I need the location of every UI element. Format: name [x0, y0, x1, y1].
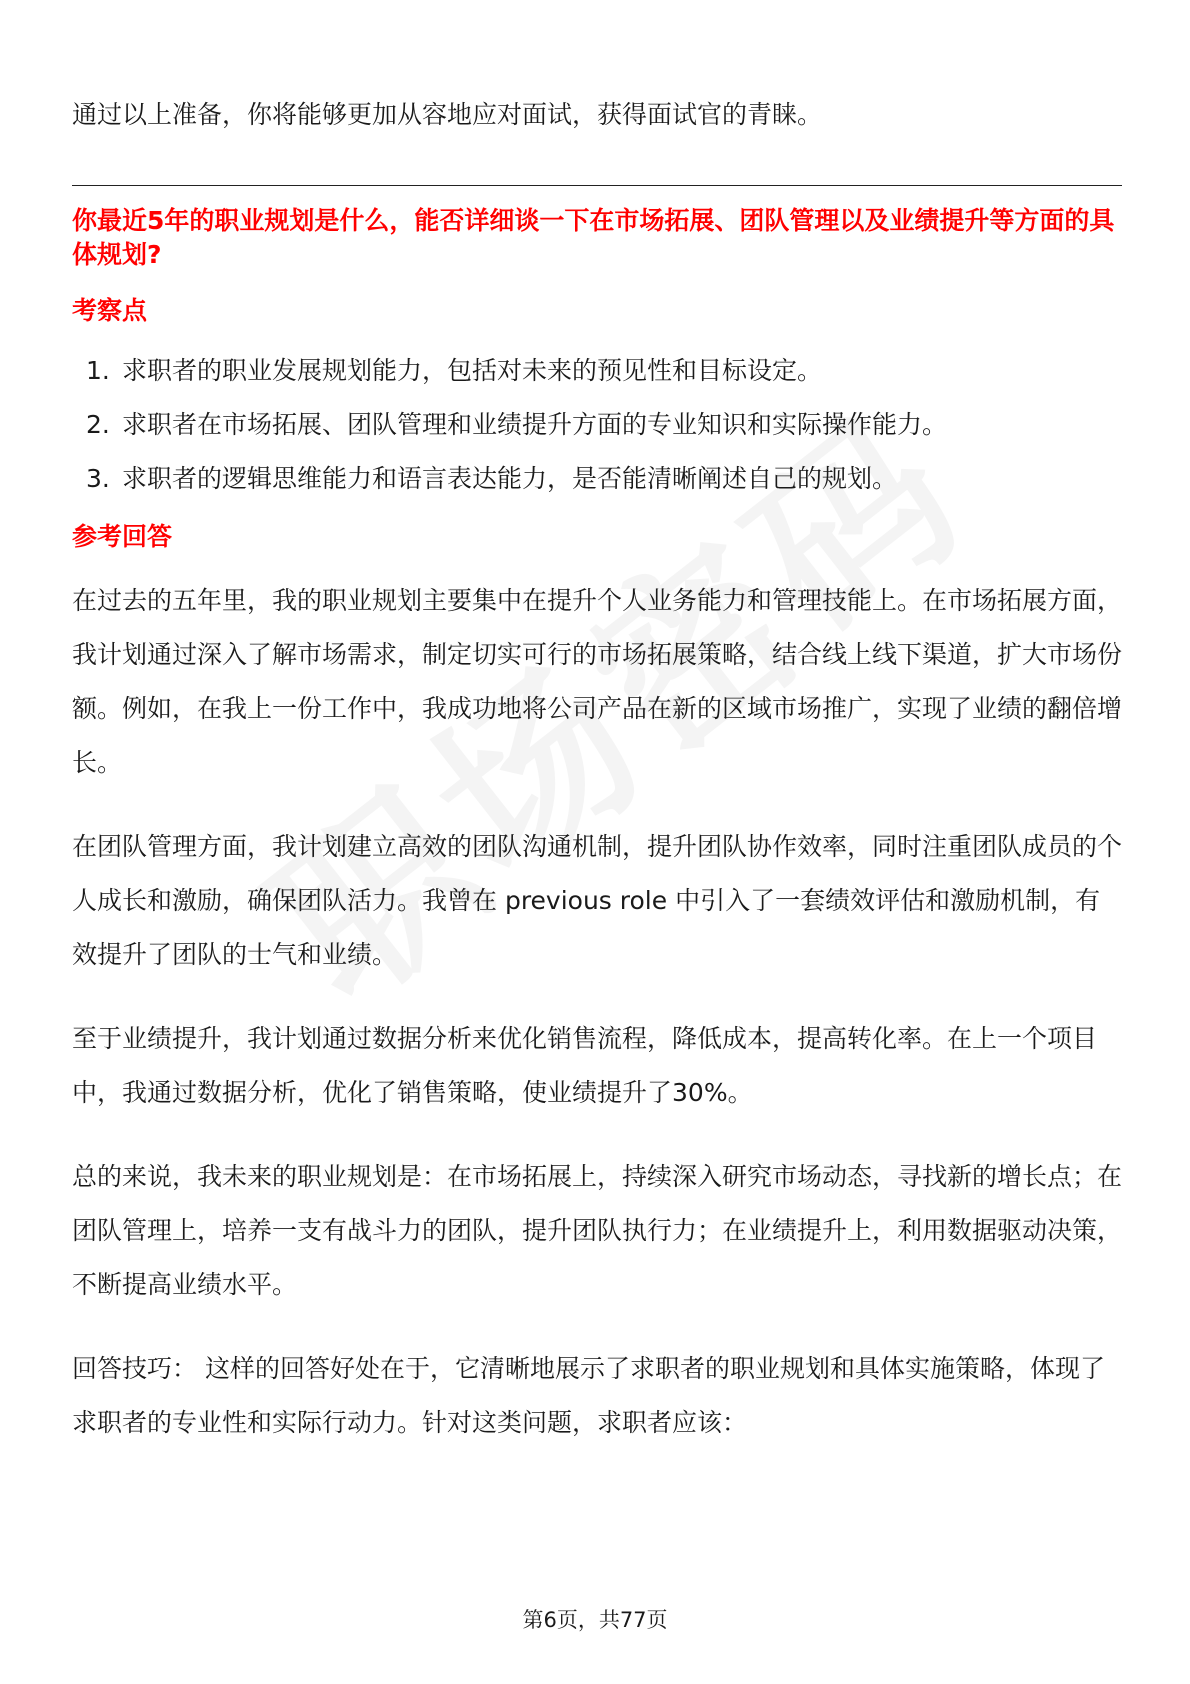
- list-item-text: 求职者的逻辑思维能力和语言表达能力，是否能清晰阐述自己的规划。: [122, 464, 898, 493]
- page-number: 第6页，共77页: [522, 1608, 668, 1632]
- points-list: [72, 354, 1122, 496]
- question-heading: 你最近5年的职业规划是什么，能否详细谈一下在市场拓展、团队管理以及业绩提升等方面的具体规划?: [72, 206, 1115, 269]
- answer-tips-paragraph: 回答技巧： 这样的回答好处在于，它清晰地展示了求职者的职业规划和具体实施策略，体现了求职者的专业性和实际行动力。针对这类问题，求职者应该：: [72, 1354, 1105, 1437]
- list-item-text: 求职者的职业发展规划能力，包括对未来的预见性和目标设定。: [122, 356, 823, 385]
- list-item: [72, 408, 1122, 442]
- points-label: 考察点: [72, 296, 148, 325]
- intro-paragraph: 通过以上准备，你将能够更加从容地应对面试，获得面试官的青睐。: [72, 100, 823, 129]
- answer-paragraph-performance: 至于业绩提升，我计划通过数据分析来优化销售流程，降低成本，提高转化率。在上一个项目中，我通过数据分析，优化了销售策略，使业绩提升了30%。: [72, 1024, 1098, 1107]
- answer-paragraph-market: 在过去的五年里，我的职业规划主要集中在提升个人业务能力和管理技能上。在市场拓展方面，我计划通过深入了解市场需求，制定切实可行的市场拓展策略，结合线上线下渠道，扩大市场份额。例如，在我上一份工作中，我成功地将公司产品在新的区域市场推广，实现了业绩的翻倍增长。: [72, 586, 1123, 777]
- list-item-number: 3.: [86, 464, 110, 493]
- list-item-number: 1.: [86, 356, 110, 385]
- page-content: [72, 86, 1122, 1450]
- answer-paragraph-summary: 总的来说，我未来的职业规划是：在市场拓展上，持续深入研究市场动态，寻找新的增长点；在团队管理上，培养一支有战斗力的团队，提升团队执行力；在业绩提升上，利用数据驱动决策，不断提高业绩水平。: [72, 1162, 1123, 1299]
- list-item: [72, 354, 1122, 388]
- section-divider: [72, 185, 1122, 186]
- list-item-text: 求职者在市场拓展、团队管理和业绩提升方面的专业知识和实际操作能力。: [122, 410, 948, 439]
- list-item-number: 2.: [86, 410, 110, 439]
- list-item: [72, 462, 1122, 496]
- answer-label: 参考回答: [72, 522, 173, 551]
- answer-paragraph-team: 在团队管理方面，我计划建立高效的团队沟通机制，提升团队协作效率，同时注重团队成员的个人成长和激励，确保团队活力。我曾在 previous role 中引入了一套绩效评估和激励机制，有效提升了团队的士气和业绩。: [72, 832, 1123, 969]
